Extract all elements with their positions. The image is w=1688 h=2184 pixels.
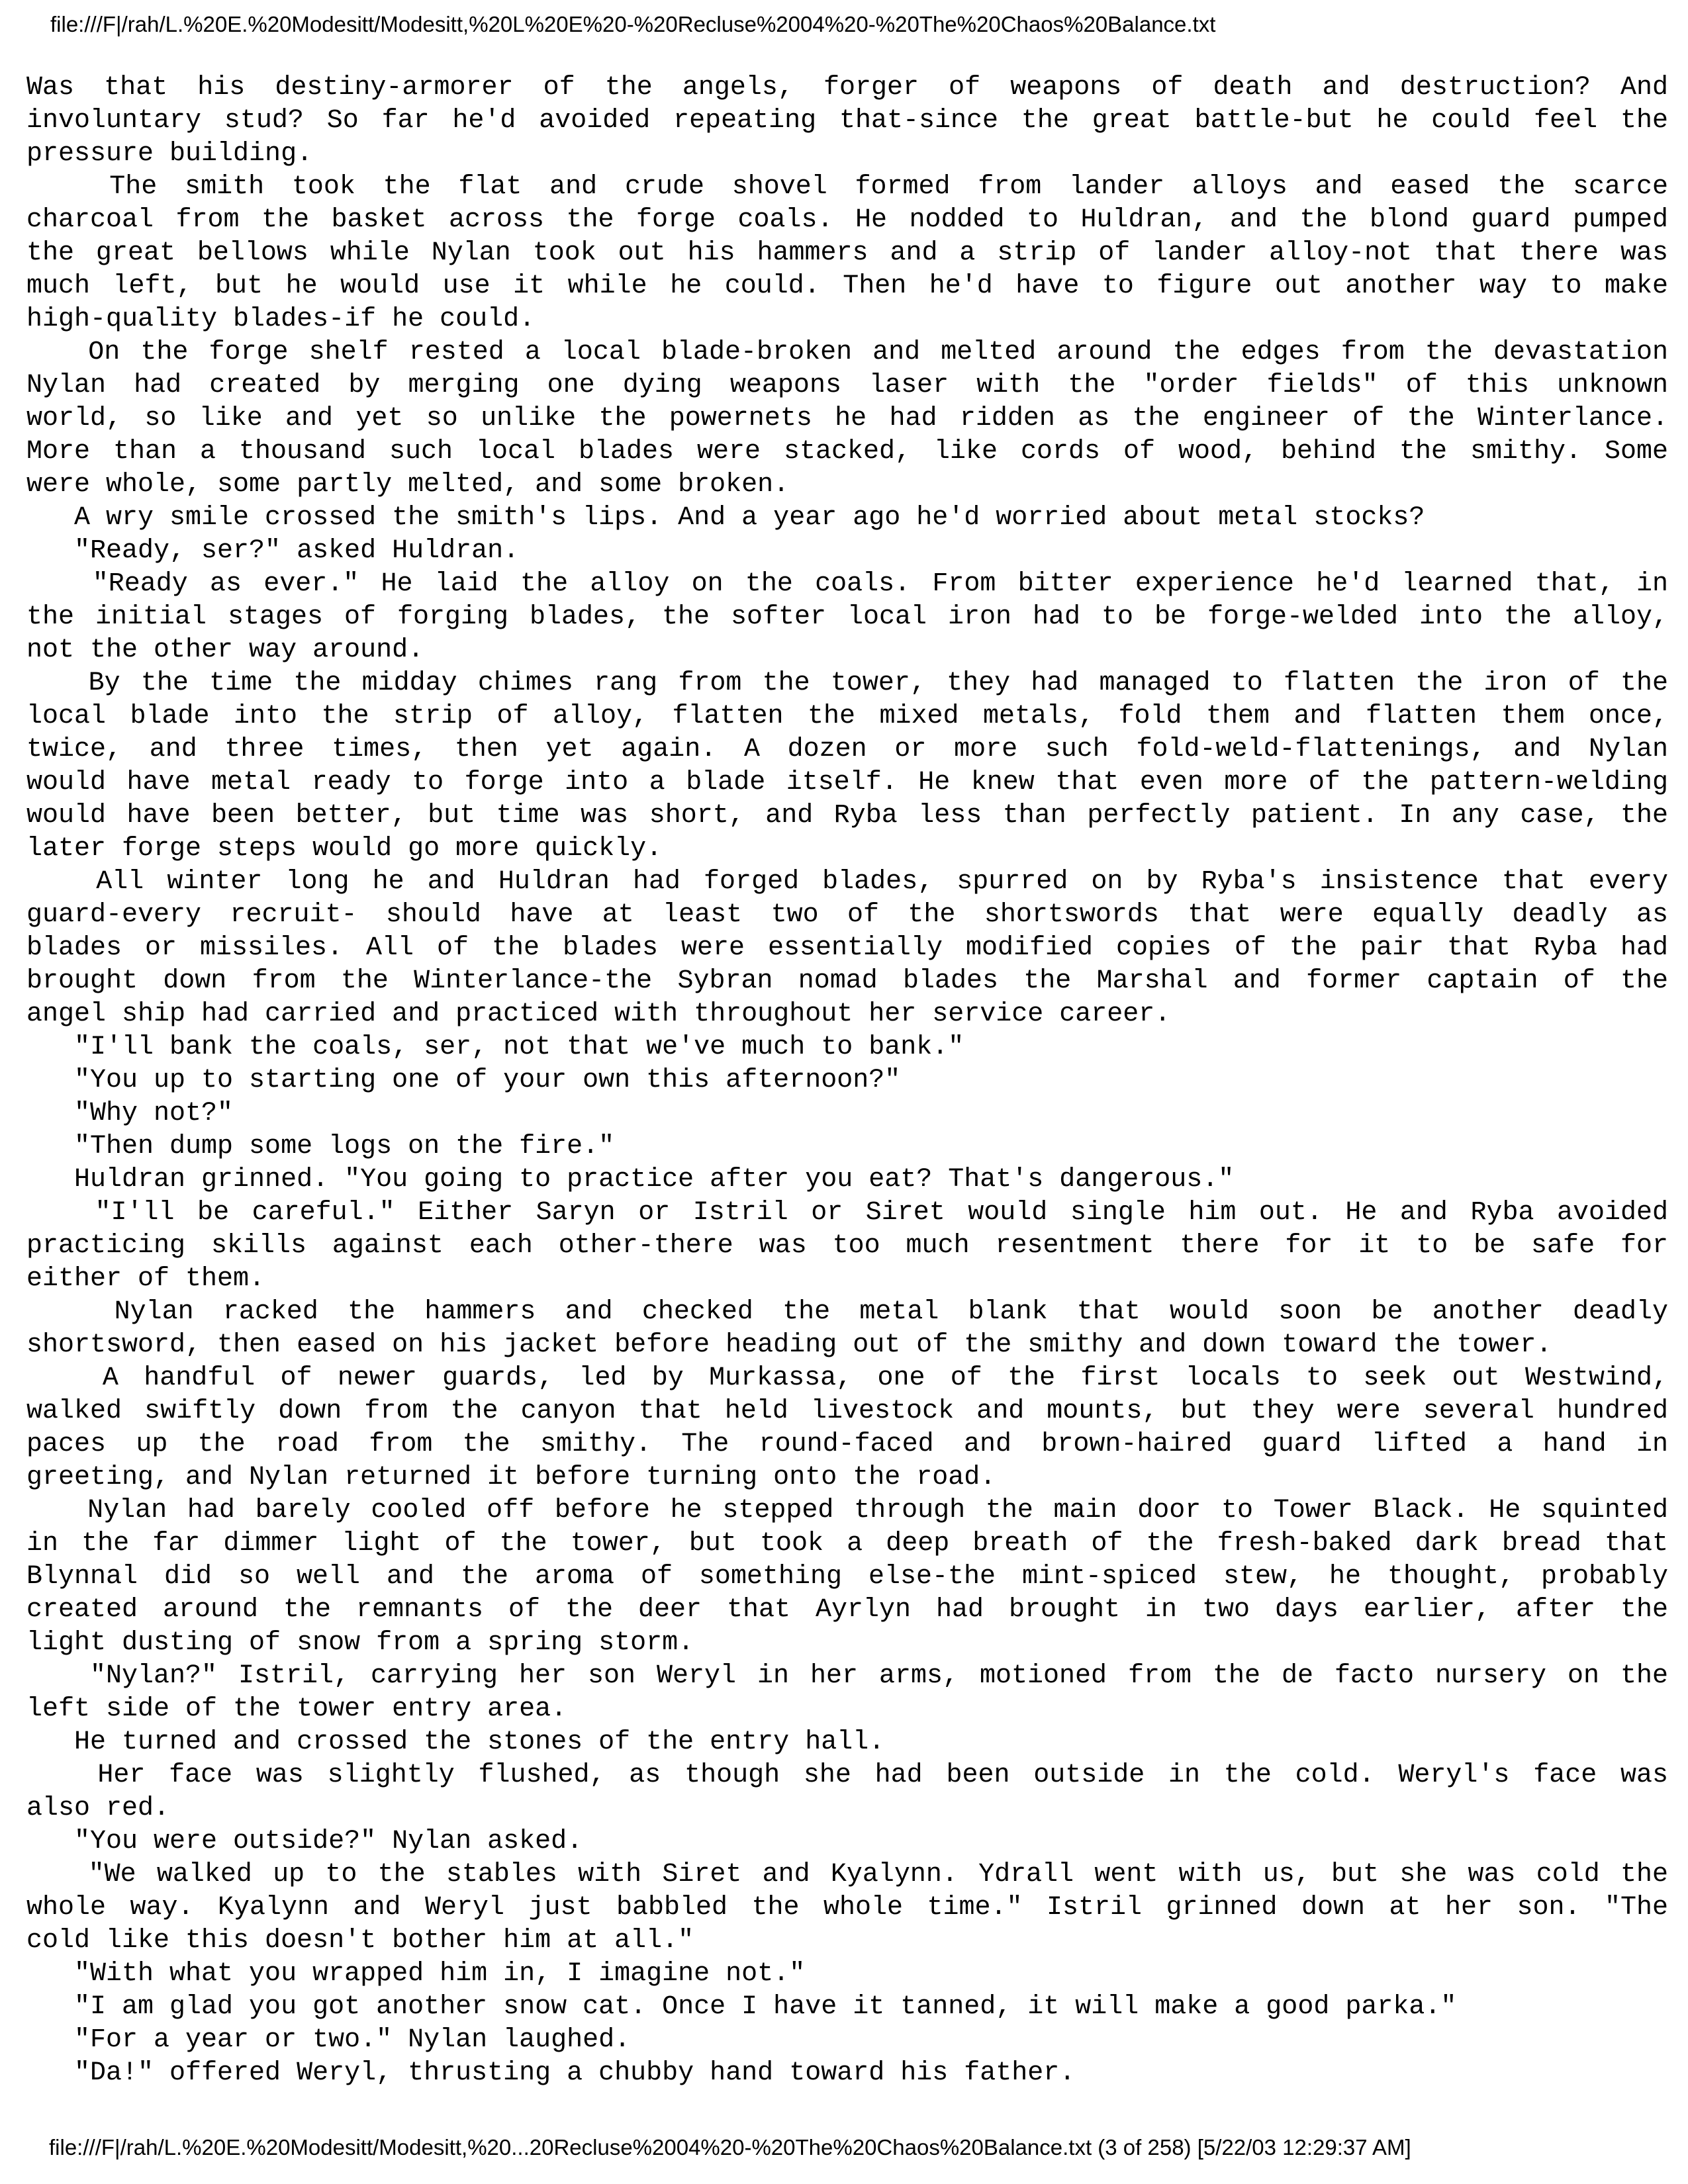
text-line: Her face was slightly flushed, as though she had been outside in the cold. Weryl's face was — [26, 1760, 1668, 1790]
text-line: in the far dimmer light of the tower, but took a deep breath of the fresh-baked dark bread that — [26, 1529, 1668, 1559]
text-line: He turned and crossed the stones of the entry hall. — [26, 1727, 885, 1757]
text-line: guard-every recruit- should have at least two of the shortswords that were equally deadly as — [26, 900, 1668, 930]
text-line: angel ship had carried and practiced with throughout her service career. — [26, 999, 1171, 1029]
text-line: "Da!" offered Weryl, thrusting a chubby hand toward his father. — [26, 2058, 1076, 2088]
text-line: involuntary stud? So far he'd avoided repeating that-since the great battle-but he could feel the — [26, 106, 1668, 136]
paragraph — [26, 1825, 1668, 1858]
paragraph — [26, 1197, 1668, 1296]
paragraph — [26, 1858, 1668, 1958]
text-line: "Then dump some logs on the fire." — [26, 1132, 615, 1161]
text-line: Was that his destiny-armorer of the angels, forger of weapons of death and destruction? And — [26, 73, 1668, 103]
text-line: whole way. Kyalynn and Weryl just babbled the whole time." Istril grinned down at her son. "The — [26, 1893, 1668, 1923]
text-line: later forge steps would go more quickly. — [26, 834, 663, 864]
text-line: were whole, some partly melted, and some broken. — [26, 470, 790, 500]
text-line: high-quality blades-if he could. — [26, 304, 536, 334]
text-line: Nylan had created by merging one dying weapons laser with the "order fields" of this unknown — [26, 371, 1668, 400]
text-line: "I'll be careful." Either Saryn or Istril or Siret would single him out. He and Ryba avoided — [26, 1198, 1668, 1228]
paragraph — [26, 1494, 1668, 1660]
text-line: shortsword, then eased on his jacket before heading out of the smithy and down toward the tower. — [26, 1330, 1552, 1360]
text-line: the great bellows while Nylan took out his hammers and a strip of lander alloy-not that there was — [26, 238, 1668, 268]
paragraph — [26, 1362, 1668, 1494]
text-line: cold like this doesn't bother him at all." — [26, 1926, 694, 1956]
text-line: not the other way around. — [26, 635, 424, 665]
text-line: Nylan had barely cooled off before he stepped through the main door to Tower Black. He squinted — [26, 1496, 1668, 1525]
text-line: left side of the tower entry area. — [26, 1694, 567, 1724]
text-line: On the forge shelf rested a local blade-broken and melted around the edges from the devastation — [26, 338, 1668, 367]
text-line: A wry smile crossed the smith's lips. And a year ago he'd worried about metal stocks? — [26, 503, 1425, 533]
paragraph — [26, 1031, 1668, 1064]
text-line: pressure building. — [26, 139, 313, 169]
paragraph — [26, 502, 1668, 535]
text-line: the initial stages of forging blades, the softer local iron had to be forge-welded into the alloy, — [26, 602, 1668, 632]
text-line: "Ready, ser?" asked Huldran. — [26, 536, 520, 566]
text-line: would have metal ready to forge into a blade itself. He knew that even more of the pattern-welding — [26, 768, 1668, 797]
text-line: world, so like and yet so unlike the powernets he had ridden as the engineer of the Winterlance. — [26, 404, 1668, 433]
text-line: walked swiftly down from the canyon that held livestock and mounts, but they were several hundred — [26, 1396, 1668, 1426]
text-line: greeting, and Nylan returned it before turning onto the road. — [26, 1463, 996, 1492]
text-line: The smith took the flat and crude shovel formed from lander alloys and eased the scarce — [26, 172, 1668, 202]
page-header-file-path: file:///F|/rah/L.%20E.%20Modesitt/Modesitt,%20L%20E%20-%20Recluse%2004%20-%20The%20Chaos%20Balance.txt — [50, 12, 1216, 36]
text-line: "Ready as ever." He laid the alloy on the coals. From bitter experience he'd learned that, in — [26, 569, 1668, 599]
page-footer-file-path: file:///F|/rah/L.%20E.%20Modesitt/Modesitt,%20...20Recluse%2004%20-%20The%20Chaos%20Balance.txt (3 of 258) [5/22/03 12:29:37 AM] — [49, 2135, 1411, 2160]
paragraph — [26, 1097, 1668, 1130]
paragraph — [26, 2057, 1668, 2090]
paragraph — [26, 535, 1668, 568]
paragraph — [26, 2024, 1668, 2057]
text-line: Huldran grinned. "You going to practice after you eat? That's dangerous." — [26, 1165, 1235, 1195]
text-line: Nylan racked the hammers and checked the metal blank that would soon be another deadly — [26, 1297, 1668, 1327]
text-line: "With what you wrapped him in, I imagine not." — [26, 1959, 806, 1989]
paragraph — [26, 1130, 1668, 1163]
text-line: blades or missiles. All of the blades were essentially modified copies of the pair that Ryba had — [26, 933, 1668, 963]
paragraph — [26, 568, 1668, 667]
paragraph — [26, 336, 1668, 502]
paragraph — [26, 71, 1668, 171]
text-line: "I am glad you got another snow cat. Once I have it tanned, it will make a good parka." — [26, 1992, 1457, 2022]
text-line: "I'll bank the coals, ser, not that we've much to bank." — [26, 1032, 964, 1062]
text-line: "You were outside?" Nylan asked. — [26, 1827, 583, 1856]
text-line: "Nylan?" Istril, carrying her son Weryl in her arms, motioned from the de facto nursery on the — [26, 1661, 1668, 1691]
paragraph — [26, 1958, 1668, 1991]
paragraph — [26, 866, 1668, 1031]
text-line: charcoal from the basket across the forge coals. He nodded to Huldran, and the blond guard pumped — [26, 205, 1668, 235]
text-line: brought down from the Winterlance-the Sybran nomad blades the Marshal and former captain of the — [26, 966, 1668, 996]
text-line: By the time the midday chimes rang from the tower, they had managed to flatten the iron of the — [26, 668, 1668, 698]
text-line: light dusting of snow from a spring storm. — [26, 1628, 694, 1658]
text-line: All winter long he and Huldran had forged blades, spurred on by Ryba's insistence that every — [26, 867, 1668, 897]
text-line: More than a thousand such local blades were stacked, like cords of wood, behind the smithy. Some — [26, 437, 1668, 467]
paragraph — [26, 1991, 1668, 2024]
text-line: "Why not?" — [26, 1099, 234, 1128]
text-line: paces up the road from the smithy. The round-faced and brown-haired guard lifted a hand in — [26, 1430, 1668, 1459]
paragraph — [26, 1660, 1668, 1726]
paragraph — [26, 171, 1668, 336]
text-line: also red. — [26, 1794, 170, 1823]
paragraph — [26, 1296, 1668, 1362]
paragraph — [26, 1163, 1668, 1197]
paragraph — [26, 1726, 1668, 1759]
text-line: would have been better, but time was short, and Ryba less than perfectly patient. In any case, the — [26, 801, 1668, 831]
paragraph — [26, 1759, 1668, 1825]
text-line: local blade into the strip of alloy, flatten the mixed metals, fold them and flatten them once, — [26, 702, 1668, 731]
text-line: "We walked up to the stables with Siret and Kyalynn. Ydrall went with us, but she was cold the — [26, 1860, 1668, 1889]
text-line: "You up to starting one of your own this afternoon?" — [26, 1066, 901, 1095]
text-line: Blynnal did so well and the aroma of something else-the mint-spiced stew, he thought, probably — [26, 1562, 1668, 1592]
paragraph — [26, 1064, 1668, 1097]
text-line: created around the remnants of the deer that Ayrlyn had brought in two days earlier, after the — [26, 1595, 1668, 1625]
paragraph — [26, 667, 1668, 866]
text-line: "For a year or two." Nylan laughed. — [26, 2025, 631, 2055]
text-line: much left, but he would use it while he could. Then he'd have to figure out another way to make — [26, 271, 1668, 301]
text-line: either of them. — [26, 1264, 265, 1294]
text-line: twice, and three times, then yet again. A dozen or more such fold-weld-flattenings, and Nylan — [26, 735, 1668, 764]
text-line: A handful of newer guards, led by Murkassa, one of the first locals to seek out Westwind, — [26, 1363, 1668, 1393]
document-body — [26, 71, 1668, 2090]
text-line: practicing skills against each other-there was too much resentment there for it to be safe for — [26, 1231, 1668, 1261]
